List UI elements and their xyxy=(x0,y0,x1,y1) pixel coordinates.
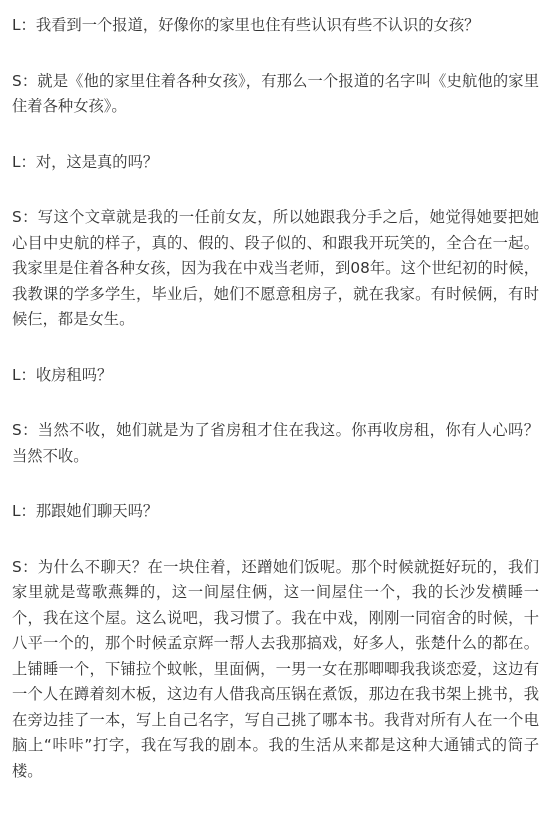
interview-transcript xyxy=(12,13,539,814)
question-paragraph: L：我看到一个报道，好像你的家里也住有些认识有些不认识的女孩？ xyxy=(12,16,480,34)
answer-paragraph: S：为什么不聊天？在一块住着，还蹭她们饭呢。那个时候就挺好玩的，我们家里就是莺歌燕舞的，这一间屋住俩，这一间屋住一个，我的长沙发横睡一个，我在这个屋。这么说吧，我习惯了。我在中戏，刚刚一同宿舍的时候，十八平一个的，那个时候孟京辉一帮人去我那搞戏，好多人，张楚什么的都在。上铺睡一个，下铺拉个蚊帐，里面俩，一男一女在那唧唧我我谈恋爱，这边有一个人在蹲着刻木板，这边有人借我高压锅在煮饭，那边在我书架上挑书，我在旁边挂了一本，写上自己名字，写自己挑了哪本书。我背对所有人在一个电脑上“咔咔”打字，我在写我的剧本。我的生活从来都是这种大通铺式的筒子楼。 xyxy=(12,557,539,780)
question-paragraph: L：那跟她们聊天吗？ xyxy=(12,502,159,520)
answer-paragraph: S：就是《他的家里住着各种女孩》，有那么一个报道的名字叫《史航他的家里住着各种女孩》。 xyxy=(12,71,539,115)
question-paragraph: L：对，这是真的吗？ xyxy=(12,152,159,171)
answer-paragraph: S：写这个文章就是我的一任前女友，所以她跟我分手之后，她觉得她要把她心目中史航的样子，真的、假的、段子似的、和跟我开玩笑的，全合在一起。我家里是住着各种女孩，因为我在中戏当老师，到08年。这个世纪初的时候，我教课的学多学生，毕业后，她们不愿意租房子，就在我家。有时候俩，有时候仨，都是女生。 xyxy=(12,208,539,328)
answer-paragraph: S：当然不收，她们就是为了省房租才住在我这。你再收房租，你有人心吗？当然不收。 xyxy=(12,421,539,465)
question-paragraph: L：收房租吗？ xyxy=(12,365,113,384)
